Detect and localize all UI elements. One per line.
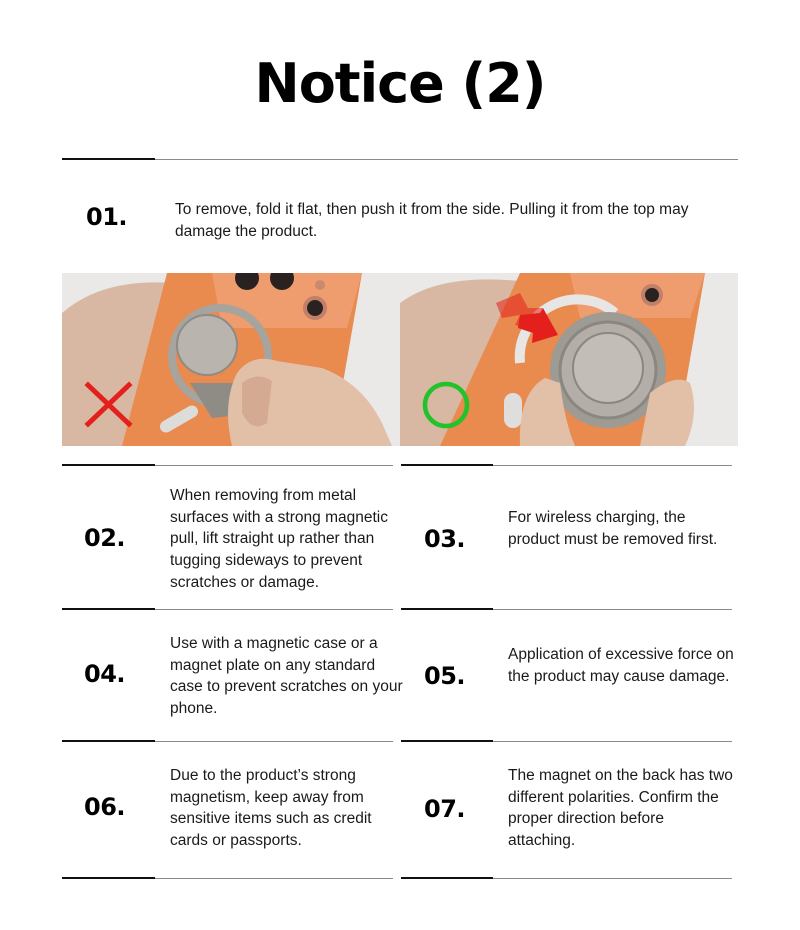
photo-incorrect-removal	[62, 273, 400, 446]
divider	[62, 878, 393, 879]
notice-text-07: The magnet on the back has two different polarities. Confirm the proper direction before attaching.	[508, 767, 733, 850]
notice-number-03: 03.	[424, 525, 466, 553]
divider	[62, 159, 738, 160]
notice-text-04: Use with a magnetic case or a magnet plate on any standard case to prevent scratches on your phone.	[170, 635, 403, 718]
notice-number-07: 07.	[424, 795, 466, 823]
divider	[62, 741, 393, 742]
divider	[401, 609, 732, 610]
notice-number-02: 02.	[84, 524, 126, 552]
notice-text-01: To remove, fold it flat, then push it from the side. Pulling it from the top may damage the product.	[175, 201, 689, 240]
notice-number-06: 06.	[84, 793, 126, 821]
notice-text-02: When removing from metal surfaces with a strong magnetic pull, lift straight up rather than tugging sideways to prevent scratches or damage.	[170, 487, 388, 591]
divider	[401, 465, 732, 466]
notice-number-05: 05.	[424, 662, 466, 690]
divider	[62, 609, 393, 610]
divider	[62, 465, 393, 466]
notice-text-06: Due to the product’s strong magnetism, keep away from sensitive items such as credit cards or passports.	[170, 767, 372, 850]
divider	[401, 741, 732, 742]
notice-text-05: Application of excessive force on the product may cause damage.	[508, 646, 734, 685]
notice-text-03: For wireless charging, the product must be removed first.	[508, 509, 718, 548]
page-title: Notice (2)	[254, 52, 546, 115]
photo-correct-removal	[400, 273, 738, 446]
notice-number-01: 01.	[86, 203, 128, 231]
divider	[401, 878, 732, 879]
notice-number-04: 04.	[84, 660, 126, 688]
